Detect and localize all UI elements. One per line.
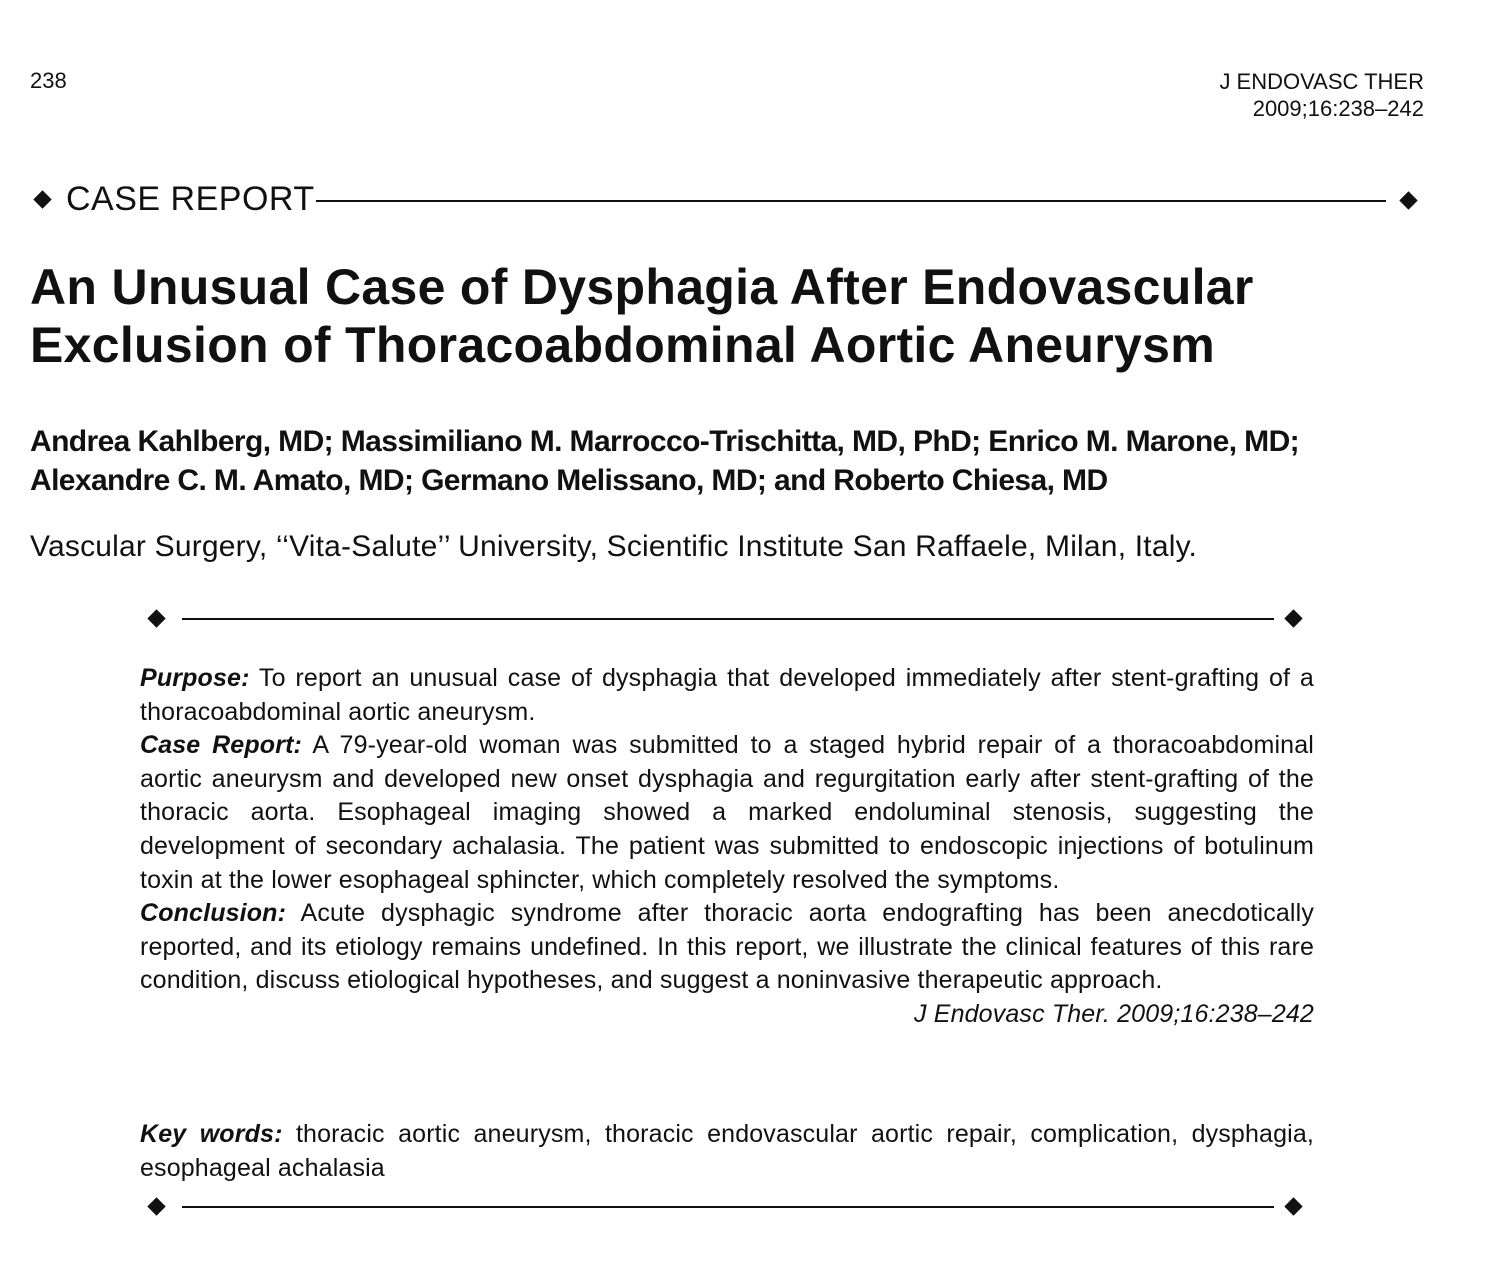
abstract-citation: J Endovasc Ther. 2009;16:238–242 — [914, 999, 1314, 1028]
case-report-text: A 79-year-old woman was submitted to a staged hybrid repair of a thoracoabdominal aortic aneurysm and developed new onset dysphagia and regurgitation early after stent-grafting of the thoracic aorta. Esophageal imaging showed a marked endoluminal stenosis, suggesting the development of secondary achalasia. The patient was submitted to endoscopic injections of botulinum toxin at the lower esophageal sphincter, which completely resolved the symptoms. — [140, 731, 1314, 894]
affiliation: Vascular Surgery, ‘‘Vita-Salute’’ University, Scientific Institute San Raffaele, Milan, Italy. — [30, 530, 1198, 563]
conclusion-text: Acute dysphagic syndrome after thoracic aorta endografting has been anecdotically reported, and its etiology remains undefined. In this report, we illustrate the clinical features of this rare condition, discuss etiological hypotheses, and suggest a noninvasive therapeutic approach. — [140, 899, 1314, 995]
page-number: 238 — [30, 68, 67, 93]
diamond-icon — [147, 609, 165, 627]
keywords — [140, 1118, 1314, 1185]
abstract-purpose — [140, 662, 1314, 729]
keywords-heading: Key words: — [140, 1120, 283, 1148]
diamond-icon — [33, 190, 51, 208]
authors-line: Alexandre C. M. Amato, MD; Germano Melissano, MD; and Roberto Chiesa, MD — [30, 464, 1108, 497]
journal-reference — [1219, 68, 1424, 122]
abstract-conclusion — [140, 897, 1314, 998]
title-line: An Unusual Case of Dysphagia After Endovascular — [30, 259, 1254, 315]
journal-name: J ENDOVASC THER — [1219, 69, 1424, 94]
divider-line — [182, 1206, 1274, 1208]
abstract-case-report — [140, 729, 1314, 897]
diamond-icon — [147, 1197, 165, 1215]
case-report-heading: Case Report: — [140, 731, 303, 760]
article-title — [30, 258, 1450, 374]
section-header — [34, 178, 1420, 222]
conclusion-heading: Conclusion: — [140, 899, 287, 928]
abstract-bottom-divider — [140, 1192, 1316, 1222]
section-label: CASE REPORT — [66, 180, 315, 218]
purpose-text: To report an unusual case of dysphagia that developed immediately after stent-grafting of a thoracoabdominal aortic aneurysm. — [140, 664, 1314, 726]
diamond-icon — [1284, 1197, 1302, 1215]
author-list — [30, 422, 1470, 500]
abstract — [140, 662, 1314, 1032]
section-divider — [316, 200, 1386, 202]
purpose-heading: Purpose: — [140, 664, 250, 692]
journal-volume-pages: 2009;16:238–242 — [1252, 96, 1424, 121]
divider-line — [182, 618, 1274, 620]
authors-line: Andrea Kahlberg, MD; Massimiliano M. Marrocco-Trischitta, MD, PhD; Enrico M. Marone, MD; — [30, 425, 1300, 458]
abstract-top-divider — [140, 604, 1316, 634]
keywords-text: thoracic aortic aneurysm, thoracic endovascular aortic repair, complication, dysphagia, esophageal achalasia — [140, 1120, 1314, 1182]
diamond-icon — [1284, 609, 1302, 627]
diamond-icon — [1399, 191, 1417, 209]
title-line: Exclusion of Thoracoabdominal Aortic Aneurysm — [30, 317, 1215, 373]
